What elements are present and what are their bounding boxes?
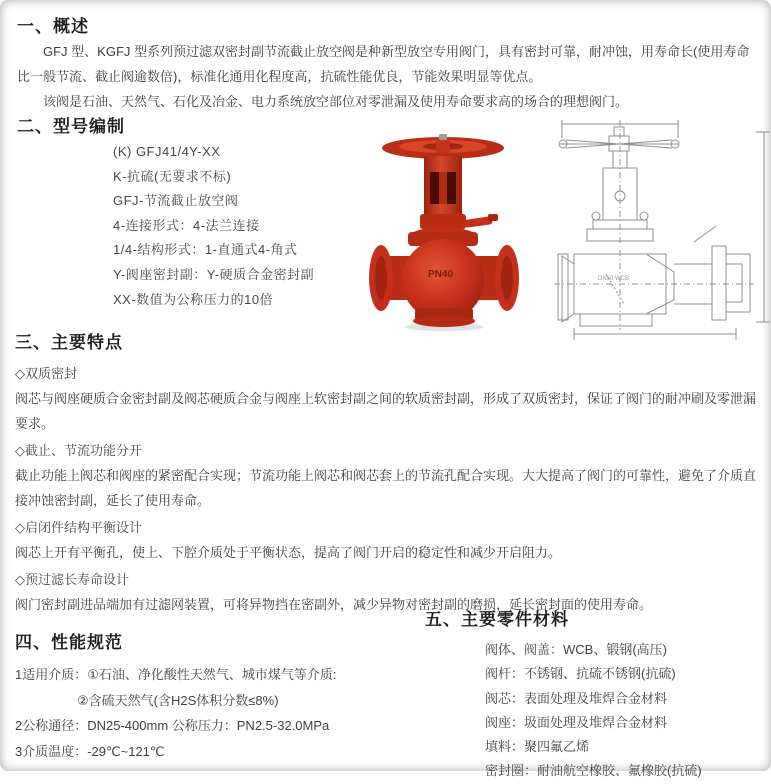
model-code-line: (K) GFJ41/4Y-XX (113, 144, 221, 159)
feature-body: 阀芯上开有平衡孔，使上、下腔介质处于平衡状态，提高了阀门开启的稳定性和减少开启阻力。 (15, 545, 562, 560)
material-line: 阀杆：不锈钢、抗硫不锈钢(抗硫) (485, 666, 676, 682)
section-overview-heading: 一、概述 (17, 17, 89, 36)
performance-line: 2公称通径：DN25-400mm 公称压力：PN2.5-32.0MPa (15, 718, 330, 733)
valve-body-marking: PN40 (428, 269, 454, 280)
section-model-heading: 二、型号编制 (17, 117, 125, 136)
section-performance-heading: 四、性能规范 (15, 633, 123, 652)
feature-title: ◇截止、节流功能分开 (15, 443, 142, 458)
drawing-center-marking: DN50 WCB (598, 276, 630, 282)
drawing-body (558, 254, 674, 326)
feature-body: 截止功能上阀芯和阀座的紧密配合实现；节流功能上阀芯和阀芯套上的节流孔配合实现。大大提高了阀门的可靠性，避免了介质直接冲蚀密封副，延长了使用寿命。 (15, 468, 757, 508)
overview-paragraph: GFJ 型、KGFJ 型系列预过滤双密封副节流截止放空阀是种新型放空专用阀门，具有密封可靠，耐冲蚀，用寿命长(使用寿命比一般节流、截止阀逾数倍)，标准化通用化程度高，抗硫性能优良，节能效果明显等优点。 (17, 44, 750, 84)
feature-title: ◇预过滤长寿命设计 (15, 572, 129, 587)
feature-body: 阀芯与阀座硬质合金密封副及阀芯硬质合金与阀座上软密封副之间的软质密封副，形成了双质密封，保证了阀门的耐冲刷及零泄漏要求。 (15, 391, 757, 431)
model-code-line: K-抗硫(无要求不标) (113, 168, 232, 184)
material-line: 填料：聚四氟乙烯 (485, 739, 590, 755)
material-line: 密封圈：耐油航空橡胶、氟橡胶(抗硫) (485, 763, 702, 779)
performance-line: ②含硫天然气(含H2S体积分数≤8%) (77, 692, 279, 708)
drawing-centerlines (554, 120, 754, 330)
section-materials-heading: 五、主要零件材料 (425, 610, 569, 629)
feature-title: ◇双质密封 (15, 366, 77, 381)
performance-line: 3介质温度：-29℃~121℃ (15, 743, 165, 759)
materials-list (425, 638, 770, 784)
feature-body: 阀门密封副进品端加有过滤网装置，可将异物挡在密副外，减少异物对密封副的磨损，延长密封面的使用寿命。 (15, 597, 653, 612)
material-line: 阀芯：表面处理及堆焊合金材料 (485, 690, 668, 706)
model-code-line: 1/4-结构形式：1-直通式4-角式 (113, 242, 298, 258)
drawing-handwheel (559, 127, 679, 151)
model-code-line: XX-数值为公称压力的10倍 (113, 291, 274, 307)
valve-yoke (420, 156, 498, 229)
material-line: 阀座：圾面处理及堆焊合金材料 (485, 714, 668, 730)
valve-drawing (546, 114, 771, 344)
section-materials (425, 605, 770, 784)
feature-title: ◇启闭件结构平衡设计 (15, 520, 142, 535)
section-overview-body (17, 39, 759, 114)
model-code-line: GFJ-节流截止放空阀 (113, 193, 239, 209)
section-performance (15, 628, 440, 764)
section-features (15, 328, 763, 617)
model-code-line: Y-阀座密封副：Y-硬质合金密封副 (113, 266, 315, 282)
section-features-heading: 三、主要特点 (15, 333, 123, 352)
performance-line: 1适用介质：①石油、净化酸性天然气、城市煤气等介质: (15, 667, 337, 682)
model-code-list (113, 140, 314, 312)
model-code-line: 4-连接形式：4-法兰连接 (113, 217, 260, 233)
material-line: 阀体、阀盖：WCB、锻钢(高压) (485, 642, 667, 657)
valve-photo (366, 128, 524, 333)
valve-base (413, 308, 475, 327)
handwheel (382, 134, 504, 159)
dimension-line-right (756, 132, 770, 322)
overview-paragraph: 该阀是石油、天然气、石化及冶金、电力系统放空部位对零泄漏及使用寿命要求高的场合的理想阀门。 (43, 94, 629, 109)
drawing-outlet (674, 226, 750, 320)
